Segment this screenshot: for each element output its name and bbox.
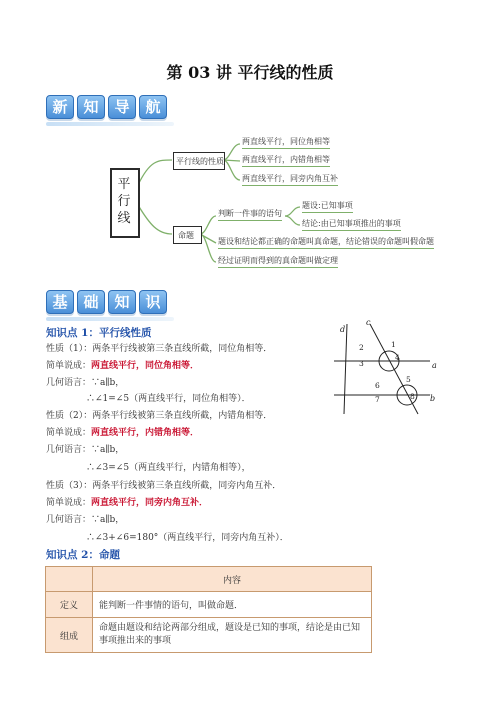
label-a: a: [432, 361, 437, 370]
property-1-text: 性质（1）：两条平行线被第三条直线所截，同位角相等．: [46, 344, 273, 354]
simple-statement: 两直线平行，同旁内角互补．: [91, 498, 209, 508]
table-header-content: 内容: [93, 567, 372, 592]
geometry-prefix: 几何语言：: [46, 445, 92, 455]
geometry-given: ∵a∥b，: [91, 445, 125, 455]
property-1-geometry: [46, 375, 124, 388]
angle-label-5: 5: [406, 375, 411, 384]
angle-label-4: 4: [395, 353, 400, 362]
angle-label-3: 3: [359, 359, 364, 368]
angle-label-2: 2: [359, 343, 364, 352]
angle-label-1: 1: [391, 340, 396, 349]
table-row: [46, 618, 372, 653]
table-cell: 命题由题设和结论两部分组成，题设是已知的事项，结论是由已知事项推出来的事项: [93, 618, 372, 653]
geometry-given: ∵a∥b，: [91, 378, 125, 388]
angle-label-6: 6: [375, 381, 380, 390]
angle-label-8: 8: [410, 392, 415, 401]
mind-map-root-label: [113, 176, 135, 227]
property-3-text: 性质（3）：两条平行线被第三条直线所截，同旁内角互补．: [46, 481, 282, 491]
geometry-prefix: 几何语言：: [46, 378, 92, 388]
property-3-geometry: [46, 512, 124, 525]
banner-underline: [46, 317, 174, 321]
property-1-simple: [46, 358, 199, 371]
banner-tile: 航: [139, 95, 167, 119]
proposition-judge: 判断一件事的语句: [218, 208, 282, 221]
banner-tile: 知: [77, 95, 105, 119]
parallel-lines-figure: [320, 318, 445, 418]
knowledge-point-2-title: 知识点 2：命题: [46, 549, 120, 561]
simple-prefix: 简单说成：: [46, 361, 92, 371]
banner-tiles: [46, 290, 176, 314]
banner-tile: 础: [77, 290, 105, 314]
table-cell: 能判断一件事情的语句，叫做命题．: [93, 592, 372, 618]
proposition-conclusion: 结论:由已知事项推出的事项: [302, 218, 401, 231]
branch-properties-label: 平行线的性质: [176, 157, 224, 166]
property-2-geometry: [46, 442, 124, 455]
label-d: d: [340, 325, 346, 334]
table-row-head: 定义: [46, 592, 93, 618]
proposition-premise: 题设:已知事项: [302, 200, 353, 213]
simple-prefix: 简单说成：: [46, 428, 92, 438]
table-row-head: 组成: [46, 618, 93, 653]
property-item: 两直线平行，同位角相等: [242, 136, 330, 149]
simple-statement: 两直线平行，同位角相等．: [91, 361, 200, 371]
root-text: 平行线: [117, 177, 131, 226]
table-header-empty: [46, 567, 93, 592]
banner-tile: 知: [108, 290, 136, 314]
branch-proposition-label: 命题: [178, 231, 194, 240]
geometry-prefix: 几何语言：: [46, 515, 92, 525]
label-b: b: [430, 394, 436, 403]
simple-prefix: 简单说成：: [46, 498, 92, 508]
property-3-result: ∴∠3+∠6=180°（两直线平行，同旁内角互补）．: [86, 533, 289, 543]
table-row: [46, 592, 372, 618]
proposition-true-false: 题设和结论都正确的命题叫真命题，结论错误的命题叫假命题: [218, 236, 434, 249]
property-2-simple: [46, 425, 199, 438]
knowledge-point-1-title: 知识点 1：平行线性质: [46, 327, 152, 339]
property-1-result: ∴∠1=∠5（两直线平行，同位角相等）．: [86, 394, 251, 404]
property-2-text: 性质（2）：两条平行线被第三条直线所截，内错角相等．: [46, 411, 273, 421]
geometry-given: ∵a∥b，: [91, 515, 125, 525]
property-item: 两直线平行，内错角相等: [242, 154, 330, 167]
banner-tile: 新: [46, 95, 74, 119]
property-item: 两直线平行，同旁内角互补: [242, 173, 338, 186]
banner-tile: 基: [46, 290, 74, 314]
property-3-simple: [46, 495, 208, 508]
simple-statement: 两直线平行，内错角相等．: [91, 428, 200, 438]
proposition-theorem: 经过证明而得到的真命题叫做定理: [218, 255, 338, 268]
banner-tile: 导: [108, 95, 136, 119]
line-d: [344, 324, 347, 414]
angle-label-7: 7: [375, 395, 380, 404]
proposition-table: [45, 566, 372, 653]
section-banner-basic-knowledge: [46, 290, 176, 321]
label-c: c: [366, 318, 371, 327]
table-header-row: [46, 567, 372, 592]
banner-tile: 识: [139, 290, 167, 314]
page-title: 第 03 讲 平行线的性质: [166, 63, 334, 82]
mind-map: [0, 0, 500, 290]
property-2-result: ∴∠3=∠5（两直线平行，内错角相等），: [86, 463, 251, 473]
